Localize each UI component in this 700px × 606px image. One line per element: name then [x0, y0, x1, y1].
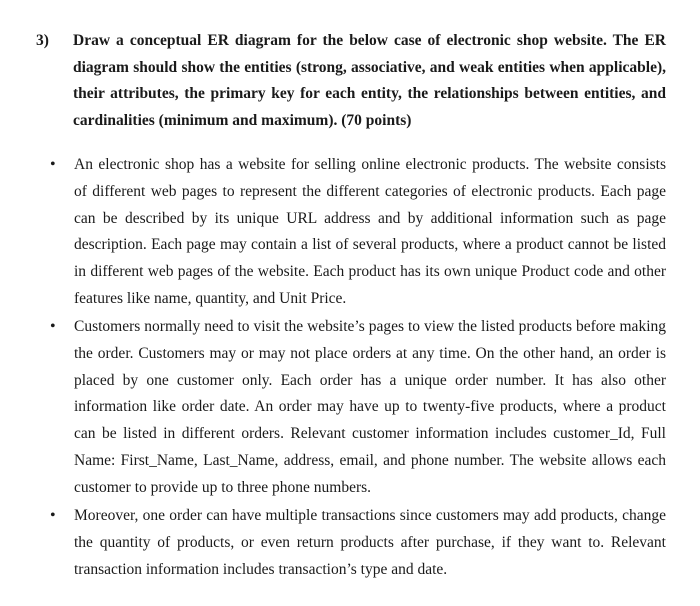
paragraph-line: An electronic shop has a website for selling online electronic products. The website consists: [74, 156, 666, 173]
paragraph-line: placed by one customer only. Each order has a unique order number. It has also other: [74, 371, 666, 389]
paragraph-line: the quantity of products, or even return products after purchase, if they want to. Relevant: [74, 533, 666, 551]
bullet-icon: •: [50, 507, 56, 524]
paragraph-line: features like name, quantity, and Unit Price.: [74, 289, 347, 307]
question-line: diagram should show the entities (strong, associative, and weak entities when applicable),: [73, 58, 666, 76]
bullet-paragraph-transactions: [50, 503, 666, 583]
paragraph-line: transaction information includes transaction’s type and date.: [74, 560, 448, 578]
paragraph-line: customer to provide up to three phone numbers.: [74, 478, 372, 496]
paragraph-line: information like order date. An order may have up to twenty-five products, where a product: [74, 398, 666, 416]
question-heading: [36, 28, 666, 134]
paragraph-line: can be described by its unique URL address and by additional information such as page: [74, 209, 666, 227]
question-text: Draw a conceptual ER diagram for the below case of electronic shop website. The ER: [73, 32, 666, 49]
bullet-paragraph-website: [50, 152, 666, 313]
paragraph-line: can be listed in different orders. Relevant customer information includes customer_Id, Full: [74, 425, 666, 443]
paragraph-line: Customers normally need to visit the website’s pages to view the listed products before making: [74, 318, 666, 335]
paragraph-line: Name: First_Name, Last_Name, address, email, and phone number. The website allows each: [74, 451, 666, 469]
question-line: cardinalities (minimum and maximum). (70 points): [73, 111, 412, 129]
paragraph-line: of different web pages to represent the different categories of electronic products. Each page: [74, 182, 666, 200]
paragraph-line: in different web pages of the website. Each product has its own unique Product code and other: [74, 263, 666, 281]
question-line: [36, 28, 666, 55]
question-number: 3): [36, 32, 49, 49]
paragraph-line: the order. Customers may or may not place orders at any time. On the other hand, an order is: [74, 344, 666, 362]
bullet-icon: •: [50, 318, 56, 335]
question-line: their attributes, the primary key for each entity, the relationships between entities, and: [73, 85, 666, 102]
bullet-icon: •: [50, 156, 56, 173]
bullet-paragraph-customers: [50, 314, 666, 502]
paragraph-line: description. Each page may contain a list of several products, where a product cannot be listed: [74, 236, 666, 254]
paragraph-line: Moreover, one order can have multiple transactions since customers may add products, change: [74, 507, 666, 524]
